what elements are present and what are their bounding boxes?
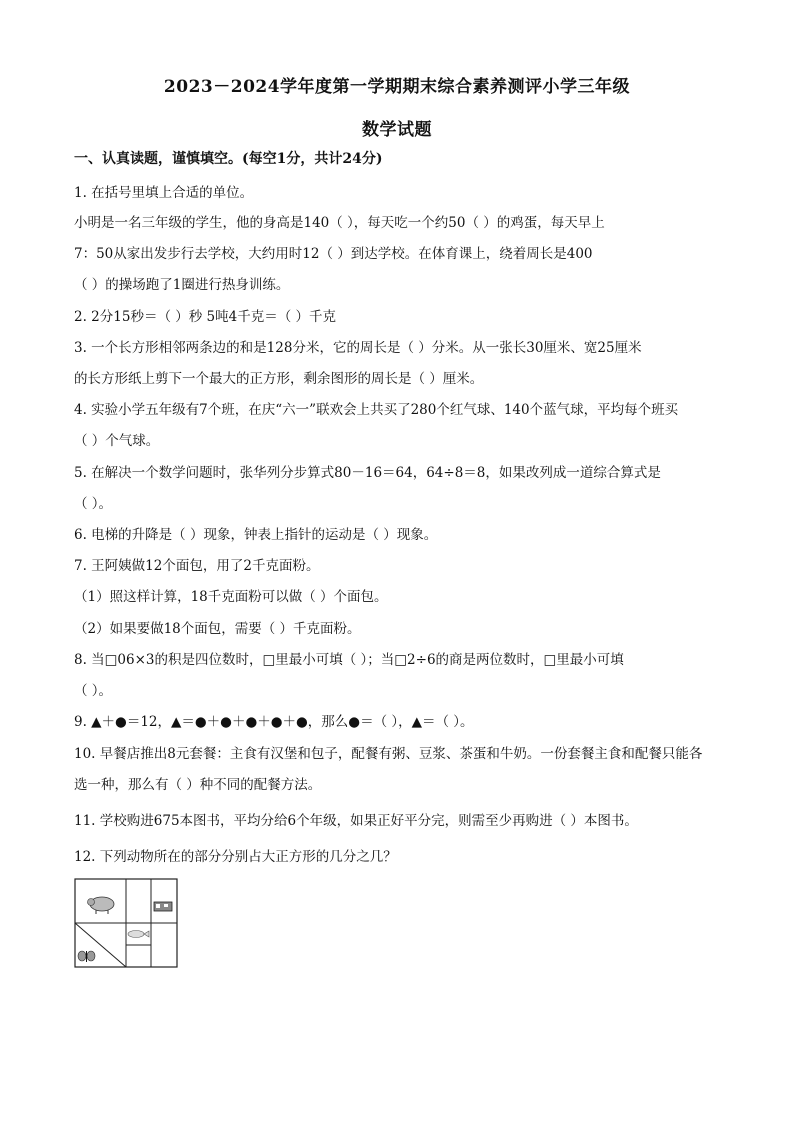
question-10-line-1: 10. 早餐店推出8元套餐：主食有汉堡和包子，配餐有粥、豆浆、茶蛋和牛奶。一份套餐主食和配餐只能各 — [74, 746, 703, 762]
question-1-line-1: 小明是一名三年级的学生，他的身高是140（ ），每天吃一个约50（ ）的鸡蛋，每天早上 — [74, 215, 605, 231]
question-3-line-1: 3. 一个长方形相邻两条边的和是128分米，它的周长是（ ）分米。从一张长30厘米、宽25厘米 — [74, 340, 642, 356]
question-12: 12. 下列动物所在的部分分别占大正方形的几分之几？ — [74, 849, 397, 865]
question-9: 9. ▲＋●＝12，▲＝●＋●＋●＋●＋●，那么●＝（ ），▲＝（ ）。 — [74, 714, 474, 730]
question-11: 11. 学校购进675本图书，平均分给6个年级，如果正好平分完，则需至少再购进（ ）本图书。 — [74, 813, 638, 829]
question-8-line-2: （ ）。 — [74, 683, 113, 699]
exam-title: 2023－2024学年度第一学期期末综合素养测评小学三年级 — [163, 77, 631, 97]
butterfly-icon — [78, 951, 95, 962]
question-1-prompt: 1. 在括号里填上合适的单位。 — [74, 185, 254, 201]
question-4-line-1: 4. 实验小学五年级有7个班，在庆“六一”联欢会上共买了280个红气球、140个蓝气球，平均每个班买 — [74, 402, 679, 418]
question-5-line-1: 5. 在解决一个数学问题时，张华列分步算式80－16＝64，64÷8＝8，如果改列成一道综合算式是 — [74, 465, 661, 481]
question-4-line-2: （ ）个气球。 — [74, 433, 160, 449]
section-heading: 一、认真读题，谨慎填空。(每空1分，共计24分) — [74, 151, 383, 167]
cow-icon — [154, 902, 172, 911]
exam-subtitle: 数学试题 — [362, 120, 432, 140]
question-1-line-3: （ ）的操场跑了1圈进行热身训练。 — [74, 277, 290, 293]
question-8-line-1: 8. 当□06×3的积是四位数时，□里最小可填（ ）；当□2÷6的商是两位数时，□里最小可填 — [74, 652, 624, 668]
fish-icon — [128, 931, 149, 938]
question-3-line-2: 的长方形纸上剪下一个最大的正方形，剩余图形的周长是（ ）厘米。 — [74, 371, 484, 387]
question-1-line-2: 7：50从家出发步行去学校，大约用时12（ ）到达学校。在体育课上，绕着周长是400 — [74, 246, 593, 262]
question-6: 6. 电梯的升降是（ ）现象，钟表上指针的运动是（ ）现象。 — [74, 527, 438, 543]
question-5-line-2: （ ）。 — [74, 496, 113, 512]
question-7: 7. 王阿姨做12个面包，用了2千克面粉。 — [74, 558, 320, 574]
question-2: 2. 2分15秒＝（ ）秒 5吨4千克＝（ ）千克 — [74, 309, 336, 325]
question-7-part-1: （1）照这样计算，18千克面粉可以做（ ）个面包。 — [74, 589, 388, 605]
pig-icon — [88, 897, 115, 914]
question-10-line-2: 选一种，那么有（ ）种不同的配餐方法。 — [74, 777, 322, 793]
question-7-part-2: （2）如果要做18个面包，需要（ ）千克面粉。 — [74, 621, 361, 637]
square-division-figure — [74, 878, 178, 968]
